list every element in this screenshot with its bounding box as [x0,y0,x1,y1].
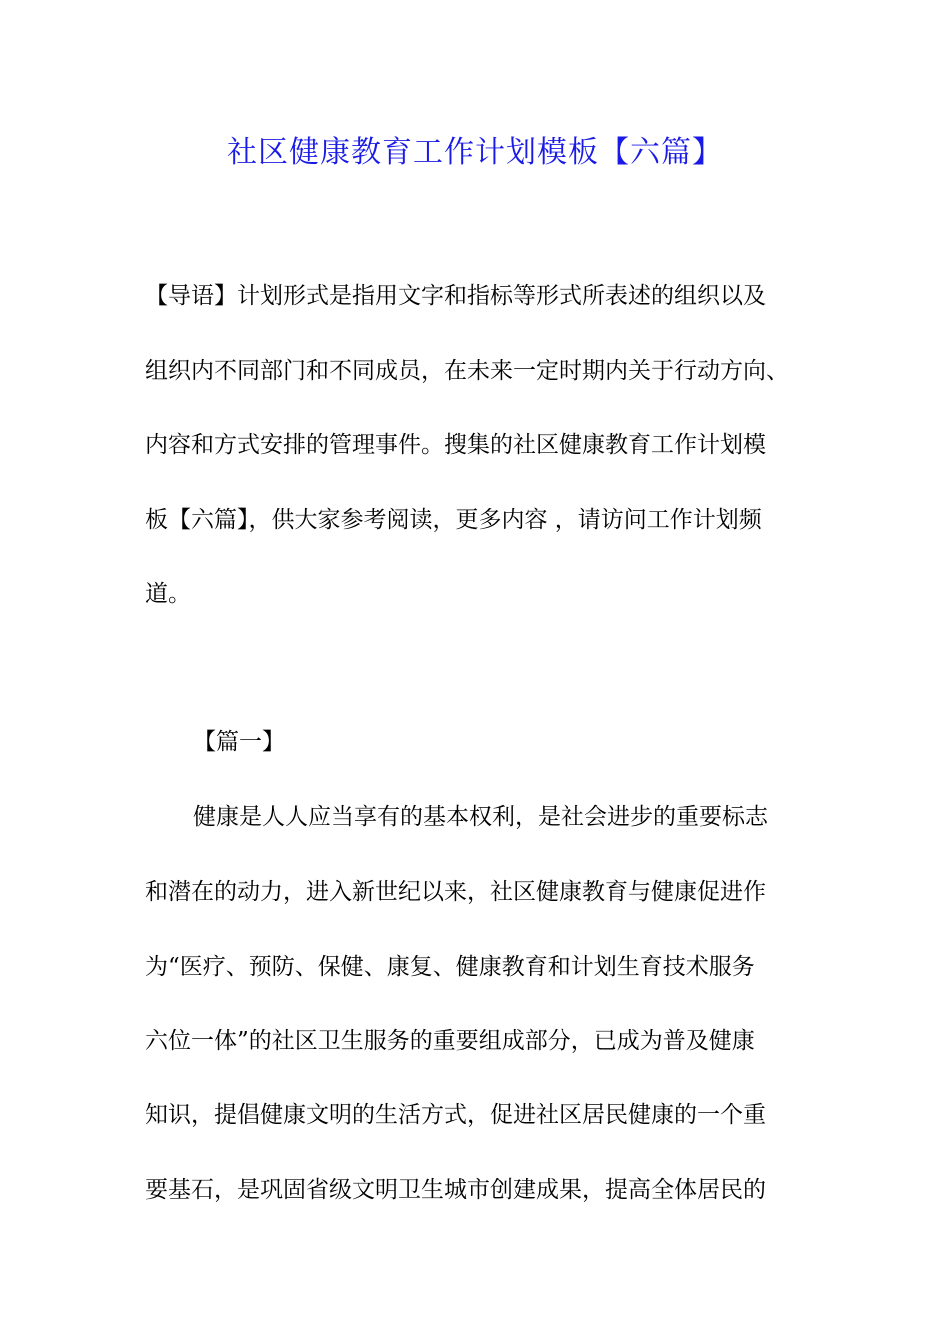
section-heading: 【篇一】 [193,729,285,755]
body-line: 要基石，是巩固省级文明卫生城市创建成果，提高全体居民的 [145,1177,766,1203]
document-title: 社区健康教育工作计划模板【六篇】 [227,135,723,170]
body-line: 知识，提倡健康文明的生活方式，促进社区居民健康的一个重 [145,1102,766,1128]
intro-line: 【导语】计划形式是指用文字和指标等形式所表述的组织以及 [145,283,766,309]
intro-line: 道。 [145,581,191,607]
body-line: 健康是人人应当享有的基本权利，是社会进步的重要标志 [193,804,768,830]
intro-line: 组织内不同部门和不同成员，在未来一定时期内关于行动方向、 [145,358,789,384]
intro-line: 板【六篇】，供大家参考阅读，更多内容 ，请访问工作计划频 [145,507,762,533]
body-line: 为“医疗、预防、保健、康复、健康教育和计划生育技术服务 [145,954,755,980]
body-line: 六位一体”的社区卫生服务的重要组成部分，已成为普及健康 [145,1028,755,1054]
intro-line: 内容和方式安排的管理事件。搜集的社区健康教育工作计划模 [145,432,766,458]
body-line: 和潜在的动力，进入新世纪以来，社区健康教育与健康促进作 [145,879,766,905]
